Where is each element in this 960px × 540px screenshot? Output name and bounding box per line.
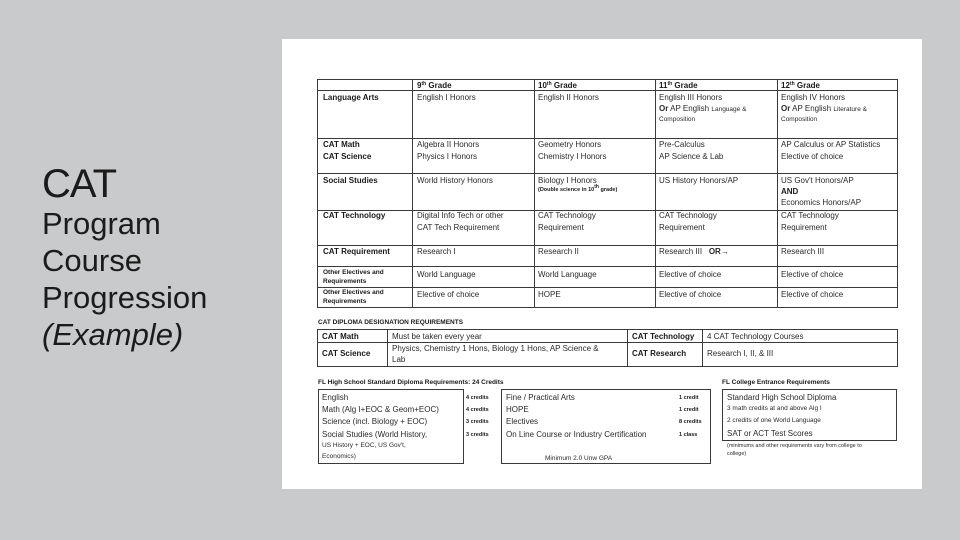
diploma-left-extra: Economics) <box>322 453 356 460</box>
row-label-social-studies: Social Studies <box>323 176 378 185</box>
diploma-left-item: Social Studies (World History, <box>322 430 428 439</box>
cell-note: (Double science in 10th grade) <box>538 184 618 193</box>
cell: AND <box>781 187 799 196</box>
cell: Research III <box>781 247 825 256</box>
diploma-title: FL High School Standard Diploma Requirements: 24 Credits <box>318 379 504 386</box>
college-item: 3 math credits at and above Alg I <box>727 405 822 412</box>
cell: Economics Honors/AP <box>781 198 862 207</box>
title-course: Course <box>42 243 142 278</box>
row-label-requirements: Requirements <box>323 278 367 285</box>
row-label-other-electives: Other Electives and <box>323 289 384 296</box>
designation-science-label: CAT Science <box>322 349 371 358</box>
cell: CAT Technology <box>538 211 596 220</box>
cell: CAT Technology <box>781 211 839 220</box>
diploma-left-credits: 3 credits <box>466 419 489 425</box>
college-item: SAT or ACT Test Scores <box>727 429 813 438</box>
slide-title <box>42 163 207 353</box>
diploma-right-item: Electives <box>506 417 539 426</box>
row-label-other-electives: Other Electives and <box>323 269 384 276</box>
cell: Elective of choice <box>417 290 480 299</box>
cell: Composition <box>781 116 818 123</box>
college-note: (minimums and other requirements vary from college to <box>727 443 862 449</box>
title-progression: Progression <box>42 280 208 315</box>
cell: English III Honors <box>659 93 723 102</box>
cell: Requirement <box>659 223 705 232</box>
cell: Chemistry I Honors <box>538 152 607 161</box>
cell: CAT Technology <box>659 211 717 220</box>
header-grade-9: 9th Grade <box>417 81 452 90</box>
cell: Biology I Honors <box>538 176 597 185</box>
title-cat: CAT <box>42 162 117 206</box>
cell: English IV Honors <box>781 93 846 102</box>
cell: Elective of choice <box>781 152 844 161</box>
cell: AP Calculus or AP Statistics <box>781 140 881 149</box>
row-label-cat-requirement: CAT Requirement <box>323 247 390 256</box>
header-grade-11: 11th Grade <box>659 81 698 90</box>
document-image <box>282 39 922 489</box>
college-title: FL College Entrance Requirements <box>722 379 830 386</box>
college-note-2: college) <box>727 451 747 457</box>
cell: US Gov't Honors/AP <box>781 176 854 185</box>
cell: Pre-Calculus <box>659 140 705 149</box>
diploma-right-item: Fine / Practical Arts <box>506 393 575 402</box>
college-item: Standard High School Diploma <box>727 393 837 402</box>
cell: HOPE <box>538 290 561 299</box>
cell: Requirement <box>781 223 827 232</box>
cell: English II Honors <box>538 93 599 102</box>
cell: Composition <box>659 116 696 123</box>
arrow-right-icon: → <box>720 247 729 256</box>
diploma-left-credits: 3 credits <box>466 432 489 438</box>
header-grade-10: 10th Grade <box>538 81 577 90</box>
cell: Research I <box>417 247 456 256</box>
cell: Or AP English Literature & <box>781 104 867 113</box>
cell: Elective of choice <box>781 270 844 279</box>
cell: Algebra II Honors <box>417 140 480 149</box>
cell: Elective of choice <box>659 290 722 299</box>
header-grade-12: 12th Grade <box>781 81 820 90</box>
row-label-language-arts: Language Arts <box>323 93 379 102</box>
cell: Research II <box>538 247 579 256</box>
diploma-left-credits: 4 credits <box>466 407 489 413</box>
cell: Physics I Honors <box>417 152 478 161</box>
row-label-cat-math: CAT Math <box>323 140 360 149</box>
cell: Or AP English Language & <box>659 104 747 113</box>
designation-tech-value: 4 CAT Technology Courses <box>707 332 804 341</box>
diploma-right-credits: 8 credits <box>679 419 702 425</box>
designation-research-value: Research I, II, & III <box>707 349 774 358</box>
cell: CAT Tech Requirement <box>417 223 500 232</box>
cell: World Language <box>417 270 476 279</box>
designation-tech-label: CAT Technology <box>632 332 695 341</box>
diploma-right-credits: 1 credit <box>679 407 699 413</box>
cell: Geometry Honors <box>538 140 602 149</box>
designation-math-label: CAT Math <box>322 332 359 341</box>
row-label-requirements: Requirements <box>323 298 367 305</box>
cell: US History Honors/AP <box>659 176 739 185</box>
designation-science-value: Physics, Chemistry 1 Hons, Biology 1 Hons, AP Science & <box>392 344 599 353</box>
row-label-cat-technology: CAT Technology <box>323 211 386 220</box>
cell: Research III OR→ <box>659 247 729 256</box>
designation-math-value: Must be taken every year <box>392 332 482 341</box>
diploma-left-item: English <box>322 393 349 402</box>
diploma-right-credits: 1 credit <box>679 395 699 401</box>
college-item: 2 credits of one World Language <box>727 417 821 424</box>
title-example: (Example) <box>42 317 184 352</box>
cell: English I Honors <box>417 93 476 102</box>
designation-research-label: CAT Research <box>632 349 687 358</box>
cell: World History Honors <box>417 176 493 185</box>
diploma-left-credits: 4 credits <box>466 395 489 401</box>
designation-title: CAT DIPLOMA DESIGNATION REQUIREMENTS <box>318 319 464 326</box>
cell: Digital Info Tech or other <box>417 211 504 220</box>
title-program: Program <box>42 206 161 241</box>
diploma-right-item: On Line Course or Industry Certification <box>506 430 647 439</box>
diploma-right-credits: 1 class <box>679 432 698 438</box>
diploma-left-item: Science (incl. Biology + EOC) <box>322 417 428 426</box>
cell: Elective of choice <box>659 270 722 279</box>
cell: Requirement <box>538 223 584 232</box>
cell: Elective of choice <box>781 290 844 299</box>
row-label-cat-science: CAT Science <box>323 152 372 161</box>
designation-science-value-2: Lab <box>392 355 406 364</box>
diploma-left-item: Math (Alg I+EOC & Geom+EOC) <box>322 405 439 414</box>
cell: AP Science & Lab <box>659 152 724 161</box>
diploma-right-item: HOPE <box>506 405 529 414</box>
cell: World Language <box>538 270 597 279</box>
diploma-left-extra: US History + EOC, US Gov't, <box>322 442 406 449</box>
diploma-gpa: Minimum 2.0 Unw GPA <box>545 455 613 462</box>
